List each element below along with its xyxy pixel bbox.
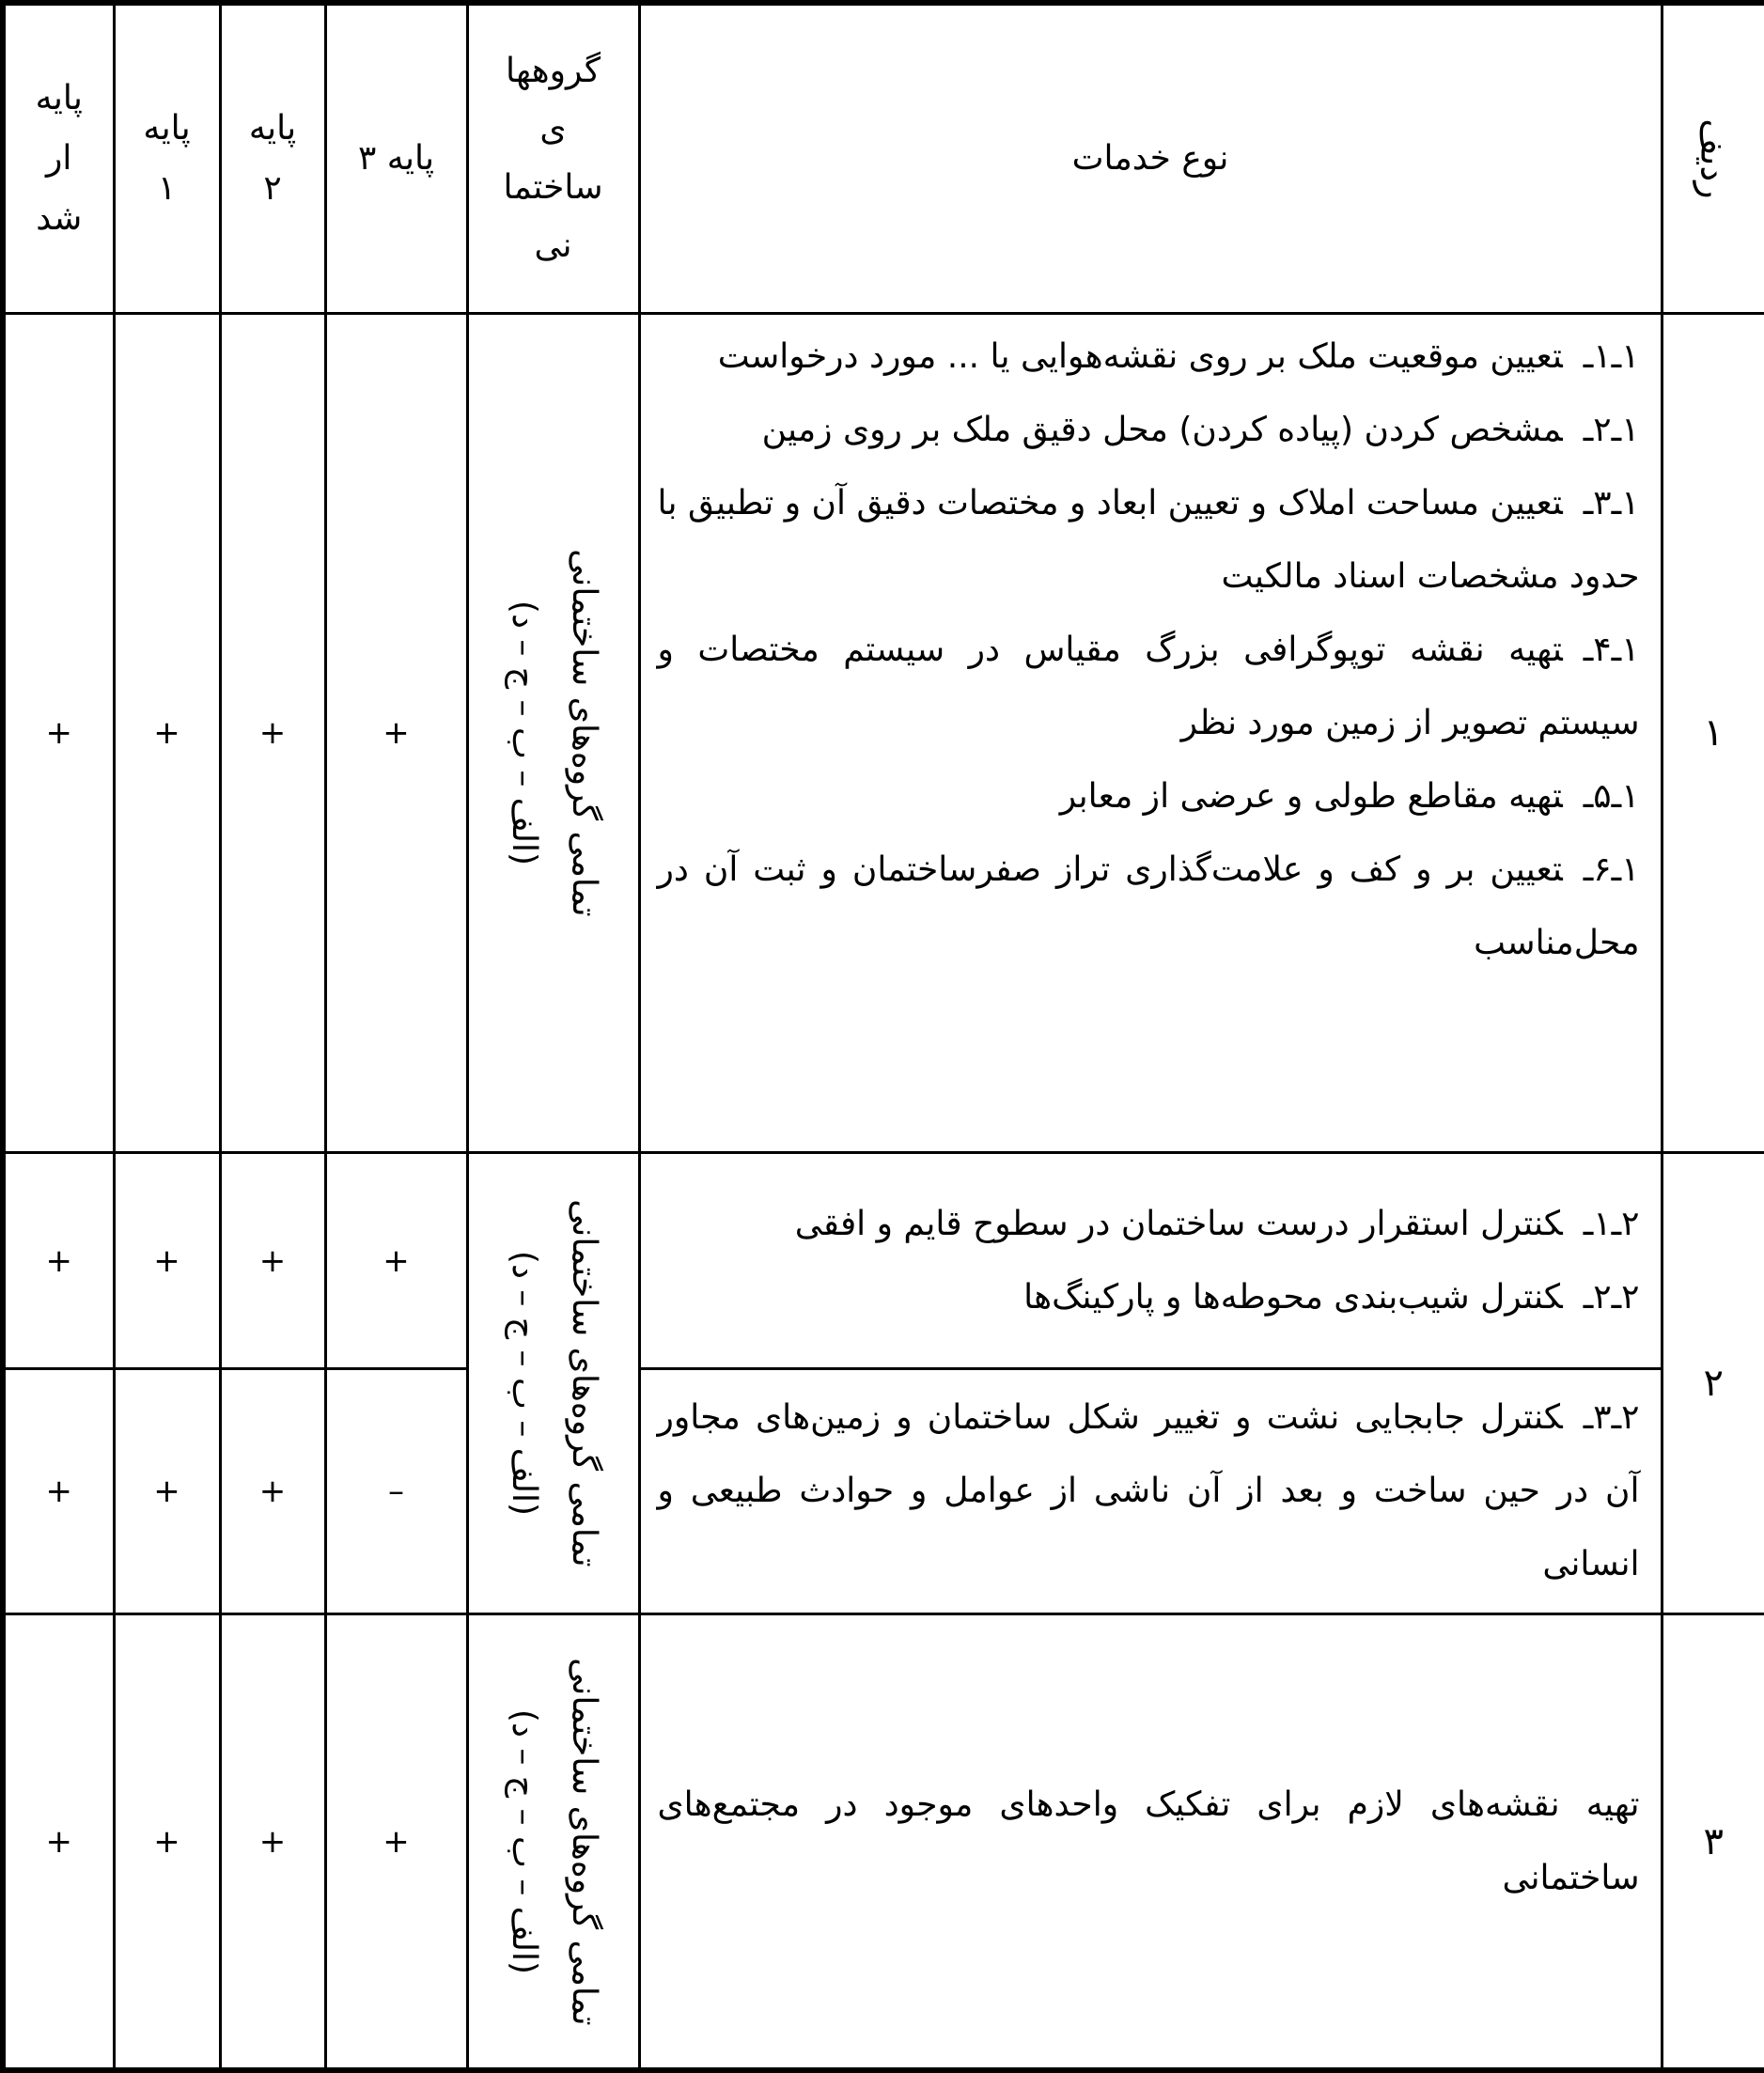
service-text: تعیین موقعیت ملک بر روی نقشه‌هوایی یا ... مورد درخواست (717, 337, 1563, 377)
mark-paye2 (220, 1369, 325, 1614)
service-item (658, 834, 1640, 980)
service-code: ۲ـ۱ـ (1583, 1204, 1640, 1243)
service-item (658, 320, 1640, 394)
header-groups-line: ساختما (503, 168, 603, 208)
header-paye2-line: پایه (248, 109, 297, 148)
mark-value: + (258, 714, 287, 753)
groups-cell (467, 314, 639, 1152)
row-number-cell (1662, 1614, 1764, 2070)
service-text: تهیه نقشه توپوگرافی بزرگ مقیاس در سیستم مختصات و سیستم تصویر از زمین مورد نظر (657, 631, 1640, 743)
service-text: مشخص کردن (پیاده کردن) محل دقیق ملک بر روی زمین (761, 411, 1563, 450)
mark-paye1 (114, 314, 220, 1152)
groups-label-line1: تمامی گروه‌های ساختمانی (564, 549, 603, 917)
service-text: تعیین مساحت املاک و تعیین ابعاد و مختصات دقیق آن و تطبیق با حدود مشخصات اسناد مالکیت (657, 484, 1640, 597)
header-groups-line: نی (534, 226, 572, 266)
service-item (658, 1381, 1640, 1601)
mark-arshad (3, 314, 114, 1152)
mark-value: + (258, 1822, 287, 1861)
mark-value: + (153, 1822, 180, 1861)
mark-paye2 (220, 314, 325, 1152)
header-arshad-line: شد (36, 199, 83, 239)
service-item (658, 1188, 1640, 1261)
mark-paye1 (114, 1614, 220, 2070)
header-paye2 (220, 3, 325, 314)
header-paye3 (325, 3, 467, 314)
service-code: ۱ـ۴ـ (1583, 631, 1640, 670)
service-code: ۱ـ۳ـ (1583, 484, 1640, 523)
mark-value: + (382, 714, 410, 753)
mark-value: + (258, 1473, 287, 1511)
service-item (658, 760, 1640, 834)
groups-label-line2: (الف – ب – ج – د) (504, 1250, 543, 1517)
header-radif-label: ردیف (1693, 118, 1735, 199)
service-code: ۱ـ۵ـ (1583, 777, 1640, 817)
groups-label-line2: (الف – ب – ج – د) (504, 600, 543, 866)
service-text: تعیین بر و کف و علامت‌گذاری تراز صفرساختمان و ثبت آن در محل‌مناسب (657, 850, 1640, 963)
header-services-label: نوع خدمات (1071, 139, 1229, 179)
mark-value: + (153, 714, 180, 753)
row-number: ۱ (1703, 711, 1724, 756)
table-row (3, 1152, 1764, 1369)
row-number: ۳ (1703, 1819, 1724, 1863)
groups-cell (467, 1152, 639, 1613)
service-item (658, 467, 1640, 614)
groups-label (493, 1199, 614, 1566)
table-row (3, 1614, 1764, 2070)
groups-label (493, 1658, 614, 2025)
mark-value: – (388, 1473, 404, 1511)
row-number-cell (1662, 314, 1764, 1152)
mark-paye2 (220, 1152, 325, 1369)
header-paye1 (114, 3, 220, 314)
mark-paye3 (325, 1614, 467, 2070)
service-code: ۲ـ۳ـ (1583, 1398, 1640, 1438)
service-text: کنترل جابجایی نشت و تغییر شکل ساختمان و زمین‌های مجاور آن در حین ساخت و بعد از آن ناشی از عوامل و حوادث طبیعی و انسانی (657, 1398, 1640, 1584)
mark-value: + (153, 1241, 180, 1280)
mark-value: + (382, 1241, 410, 1280)
service-code: ۱ـ۶ـ (1583, 850, 1640, 890)
groups-label (493, 549, 614, 916)
header-row (3, 3, 1764, 314)
mark-arshad (3, 1152, 114, 1369)
mark-value: + (45, 1822, 72, 1861)
mark-value: + (153, 1473, 180, 1511)
mark-value: + (382, 1822, 410, 1861)
header-paye2-line: ۲ (263, 169, 282, 209)
table-row (3, 314, 1764, 1152)
mark-value: + (45, 714, 72, 753)
service-text: تهیه نقشه‌های لازم برای تفکیک واحدهای موجود در مجتمع‌های ساختمانی (657, 1785, 1640, 1897)
header-paye3-label: پایه ۳ (357, 139, 435, 179)
header-arshad (3, 3, 114, 314)
mark-arshad (3, 1369, 114, 1614)
groups-label-line1: تمامی گروه‌های ساختمانی (564, 1657, 603, 2026)
service-item (658, 614, 1640, 760)
header-radif (1662, 3, 1764, 314)
service-item (658, 394, 1640, 467)
mark-paye3 (325, 1369, 467, 1614)
mark-value: + (45, 1241, 72, 1280)
header-paye1-line: ۱ (157, 169, 177, 209)
services-cell (639, 1369, 1662, 1614)
mark-arshad (3, 1614, 114, 2070)
services-cell (639, 314, 1662, 1152)
mark-value: + (45, 1473, 72, 1511)
service-code: ۱ـ۱ـ (1583, 337, 1640, 377)
service-text: تهیه مقاطع طولی و عرضی از معابر (1059, 777, 1563, 817)
header-arshad-line: پایه (35, 79, 83, 118)
mark-value: + (258, 1241, 287, 1280)
services-cell (639, 1614, 1662, 2070)
header-arshad-line: ار (46, 139, 72, 179)
header-groups-line: ی (539, 110, 567, 149)
mark-paye1 (114, 1152, 220, 1369)
row-number: ۲ (1703, 1361, 1724, 1405)
table-row (3, 1369, 1764, 1614)
service-code: ۱ـ۲ـ (1583, 411, 1640, 450)
row-number-cell (1662, 1152, 1764, 1613)
groups-cell (467, 1614, 639, 2070)
service-item (658, 1769, 1640, 1915)
header-groups (467, 3, 639, 314)
mark-paye2 (220, 1614, 325, 2070)
groups-label-line1: تمامی گروه‌های ساختمانی (564, 1199, 603, 1567)
services-cell (639, 1152, 1662, 1369)
header-services (639, 3, 1662, 314)
service-text: کنترل استقرار درست ساختمان در سطوح قایم و افقی (794, 1204, 1563, 1243)
service-code: ۲ـ۲ـ (1583, 1277, 1640, 1317)
mark-paye3 (325, 314, 467, 1152)
header-groups-line: گروهها (506, 52, 601, 91)
mark-paye3 (325, 1152, 467, 1369)
mark-paye1 (114, 1369, 220, 1614)
groups-label-line2: (الف – ب – ج – د) (504, 1708, 543, 1974)
service-text: کنترل شیب‌بندی محوطه‌ها و پارکینگ‌ها (1023, 1277, 1563, 1317)
service-item (658, 1261, 1640, 1334)
header-paye1-line: پایه (143, 109, 191, 148)
